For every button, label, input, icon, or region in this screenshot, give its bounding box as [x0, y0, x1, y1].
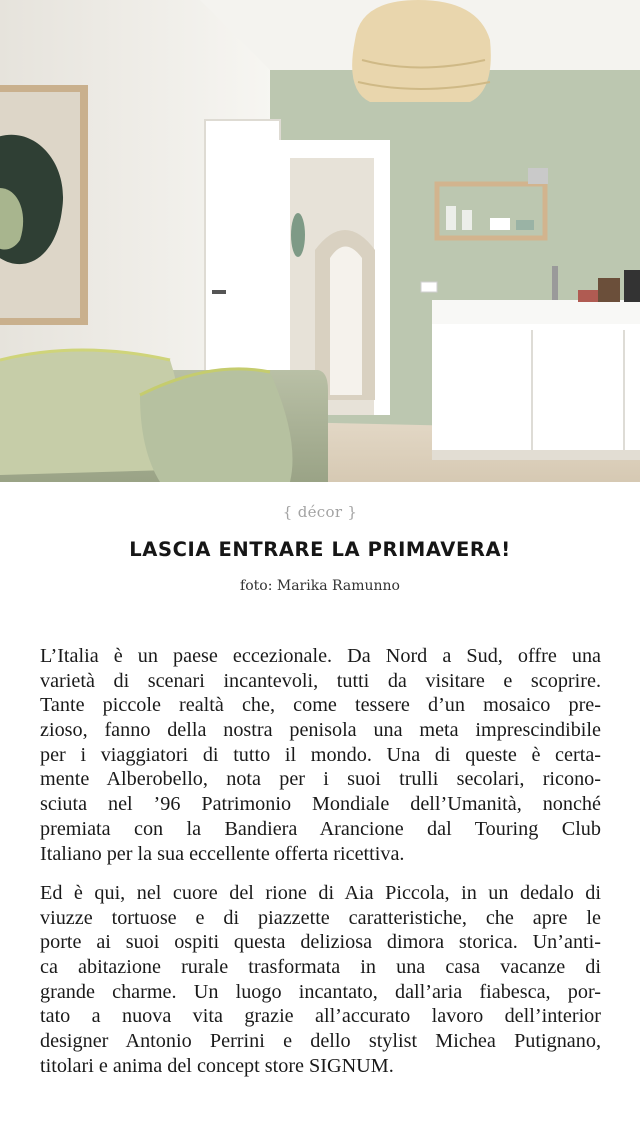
- paragraph-1: [40, 644, 601, 866]
- text-line: ca abitazione rurale trasformata in una casa vacanze di: [40, 956, 601, 979]
- text-line: premiata con la Bandiera Arancione dal Touring Club: [40, 817, 601, 840]
- text-line: mente Alberobello, nota per i suoi trulli secolari, ricono-: [40, 768, 601, 791]
- text-line: varietà di scenari incantevoli, tutti da visitare e scoprire.: [40, 669, 601, 692]
- text-line: grande charme. Un luogo incantato, dall’aria fiabesca, por-: [40, 980, 601, 1003]
- text-line: sciuta nel ’96 Patrimonio Mondiale dell’Umanità, nonché: [40, 793, 601, 816]
- text-line: L’Italia è un paese eccezionale. Da Nord a Sud, offre una: [40, 645, 601, 667]
- photo-credit: foto: Marika Ramunno: [240, 578, 400, 594]
- paragraph-2: [40, 881, 601, 1079]
- text-line: Tante piccole realtà che, come tessere d’un mosaico pre-: [40, 694, 601, 717]
- text-line: Italiano per la sua eccellente offerta ricettiva.: [40, 842, 405, 865]
- text-line: titolari e anima del concept store SIGNUM.: [40, 1054, 394, 1077]
- article-title: LASCIA ENTRARE LA PRIMAVERA!: [129, 538, 511, 561]
- section-kicker: { décor }: [282, 503, 358, 521]
- text-line: tato a nuova vita grazie all’accurato lavoro dell’interior: [40, 1005, 601, 1028]
- article-hero-photo: [0, 0, 640, 482]
- text-line: zioso, fanno della nostra penisola una meta imprescindibile: [40, 719, 601, 742]
- text-line: Ed è qui, nel cuore del rione di Aia Piccola, in un dedalo di: [40, 882, 601, 904]
- text-line: viuzze tortuose e di piazzette caratteristiche, che apre le: [40, 906, 601, 929]
- text-line: designer Antonio Perrini e dello stylist Michea Putignano,: [40, 1030, 601, 1053]
- text-line: porte ai suoi ospiti questa deliziosa dimora storica. Un’anti-: [40, 931, 601, 954]
- text-line: per i viaggiatori di tutto il mondo. Una di queste è certa-: [40, 743, 601, 766]
